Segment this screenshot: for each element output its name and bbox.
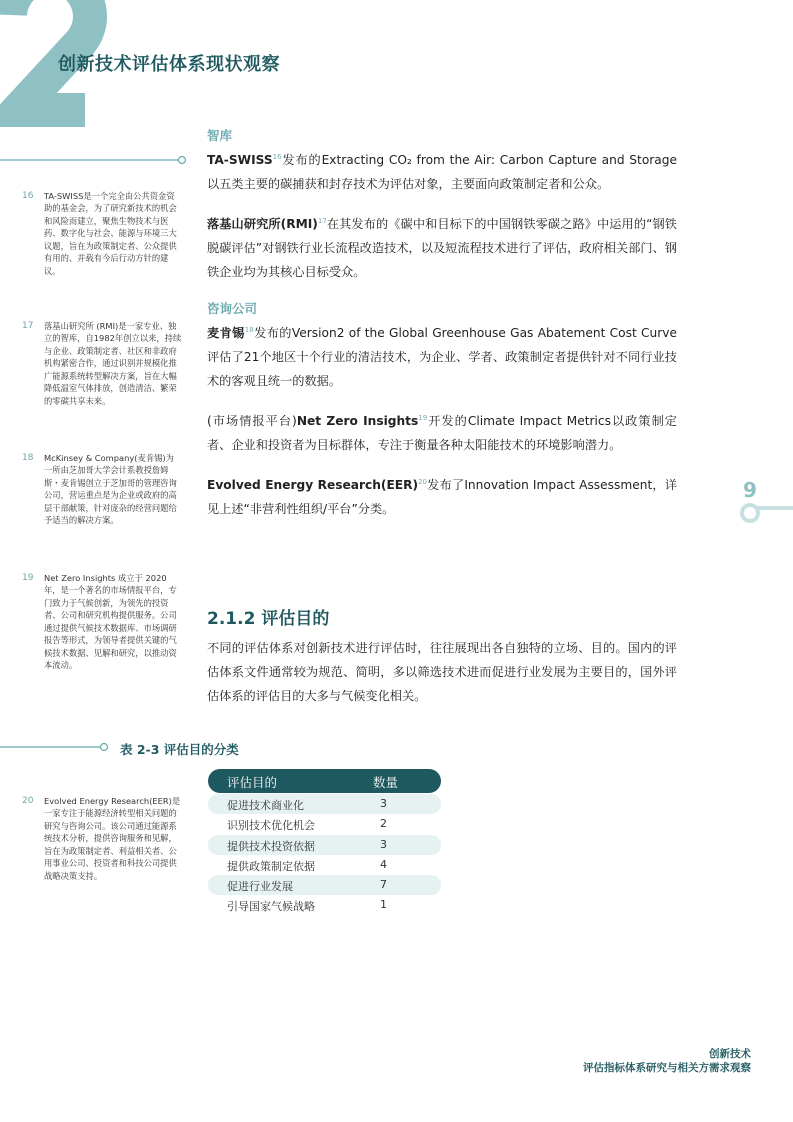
org-name: 落基山研究所(RMI) [207,217,318,231]
org-name: Evolved Energy Research(EER) [207,478,419,492]
cell-count: 4 [380,857,387,871]
paragraph-mckinsey [207,321,677,393]
page-number-decoration [738,498,793,528]
table-caption: 表 2-3 评估目的分类 [120,742,239,757]
footnote-20 [22,795,182,882]
footnote-text: 落基山研究所 (RMI)是一家专业、独立的智库，自1982年创立以来，持续与企业、政策制定者、社区和非政府机构紧密合作，通过识别并规模化推广能源系统转型解决方案，旨在大幅降低温室气体排放，创造清洁、繁荣的零碳共享未来。 [44,321,182,406]
column-header-purpose: 评估目的 [227,775,278,790]
paragraph-text: 在其发布的《碳中和目标下的中国钢铁零碳之路》中运用的“钢铁脱碳评估”对钢铁行业长流程改造技术，以及短流程技术进行了评估，政府相关部门、钢铁企业均为其核心目标受众。 [207,217,677,279]
paragraph-text: 发布的Version2 of the Global Greenhouse Gas Abatement Cost Curve评估了21个地区十个行业的清洁技术，为企业、学者、政策制定者提供针对不同行业技术的客观且统一的数据。 [207,326,677,388]
divider-line-table [0,737,110,757]
footnote-16 [22,190,182,277]
divider-line-top [0,150,190,170]
footnote-18 [22,452,182,527]
purpose-table [208,769,441,916]
org-name: 麦肯锡 [207,326,245,340]
cell-purpose: 提供技术投资依据 [227,839,315,853]
cell-count: 1 [380,898,387,912]
cell-purpose: 促进技术商业化 [227,799,304,812]
paragraph-net-zero-insights [207,409,677,457]
footnote-text: McKinsey & Company(麦肯锡)为一所由芝加哥大学会计系教授詹姆斯・麦肯锡创立于芝加哥的管理咨询公司，营运重点是为企业或政府的高层干部献策，针对庞杂的经营问题给予适当的解决方案。 [44,453,177,526]
footnote-17 [22,320,182,407]
paragraph-text: 开发的Climate Impact Metrics以政策制定者、企业和投资者为目标群体，专注于衡量各种太阳能技术的环境影响潜力。 [207,414,677,452]
paragraph-rmi [207,212,677,284]
footnote-number: 19 [22,573,34,583]
footer-subtitle: 评估指标体系研究与相关方需求观察 [583,1062,751,1074]
cell-purpose: 提供政策制定依据 [227,859,315,873]
table-row [208,814,441,834]
footnote-19 [22,572,182,672]
paragraph-text: 发布的Extracting CO₂ from the Air: Carbon Capture and Storage以五类主要的碳捕获和封存技术为评估对象，主要面向政策制定者和公众。 [207,153,677,191]
table-row [208,794,441,814]
cell-count: 3 [380,797,387,810]
footnote-ref: 19 [418,413,428,422]
category-label-consulting: 咨询公司 [207,301,258,316]
paragraph-prefix: (市场情报平台) [207,414,297,428]
main-column-top [207,124,677,521]
footnote-ref: 20 [418,477,427,486]
table-row [208,875,441,895]
cell-count: 2 [380,817,387,831]
table-row [208,895,441,915]
footnote-text: TA-SWISS是一个完全由公共资金资助的基金会，为了研究新技术的机会和风险而建立，聚焦生物技术与医药、数字化与社会、能源与环境三大议题，旨在为政策制定者、公众提供有用的、并载有今后行动方针的建议。 [44,191,177,276]
paragraph-text: 发布了Innovation Impact Assessment，详见上述“非营利性组织/平台”分类。 [207,478,677,516]
footnote-ref: 18 [244,325,254,334]
section-heading: 2.1.2 评估目的 [207,609,330,629]
org-name: TA-SWISS [207,153,273,167]
cell-purpose: 引导国家气候战略 [227,900,315,914]
footnote-text: Net Zero Insights 成立于 2020年，是一个著名的市场情报平台，专门致力于气候创新，为领先的投资者、公司和研究机构提供服务。公司通过提供气候技术数据库、市场调研报告等形式，为领导者提供关键的气候技术数据、见解和研究，以推动资本流动。 [44,573,177,671]
paragraph-ta-swiss [207,148,677,196]
paragraph-evaluation-purpose: 不同的评估体系对创新技术进行评估时，往往展现出各自独特的立场、目的。国内的评估体系文件通常较为规范、简明，多以筛选技术进而促进行业发展为主要目的，国外评估体系的评估目的大多与气候变化相关。 [207,641,677,703]
category-label-think-tank: 智库 [207,128,233,143]
column-header-count: 数量 [373,775,399,790]
table-row [208,835,441,855]
cell-purpose: 识别技术优化机会 [227,819,315,833]
footnote-ref: 16 [272,152,282,161]
table-row [208,855,441,875]
table-header [208,769,441,793]
cell-count: 7 [380,878,387,892]
footnote-text: Evolved Energy Research(EER)是一家专注于能源经济转型相关问题的研究与咨询公司。该公司通过能源系统技术分析，提供咨询服务和见解，旨在为政策制定者、利益相关者、公用事业公司、投资者和科技公司提供战略决策支持。 [44,796,181,881]
cell-count: 3 [380,837,387,851]
cell-purpose: 促进行业发展 [227,880,293,894]
org-name: Net Zero Insights [296,414,419,428]
paragraph-eer [207,473,677,521]
footnote-number: 17 [22,321,34,331]
footnote-number: 20 [22,796,34,806]
footnote-ref: 17 [317,216,327,225]
page-number: 9 [743,478,757,502]
footnote-number: 16 [22,191,34,201]
footnote-number: 18 [22,453,34,463]
chapter-title: 创新技术评估体系现状观察 [58,54,280,75]
footer-title: 创新技术 [709,1048,751,1060]
